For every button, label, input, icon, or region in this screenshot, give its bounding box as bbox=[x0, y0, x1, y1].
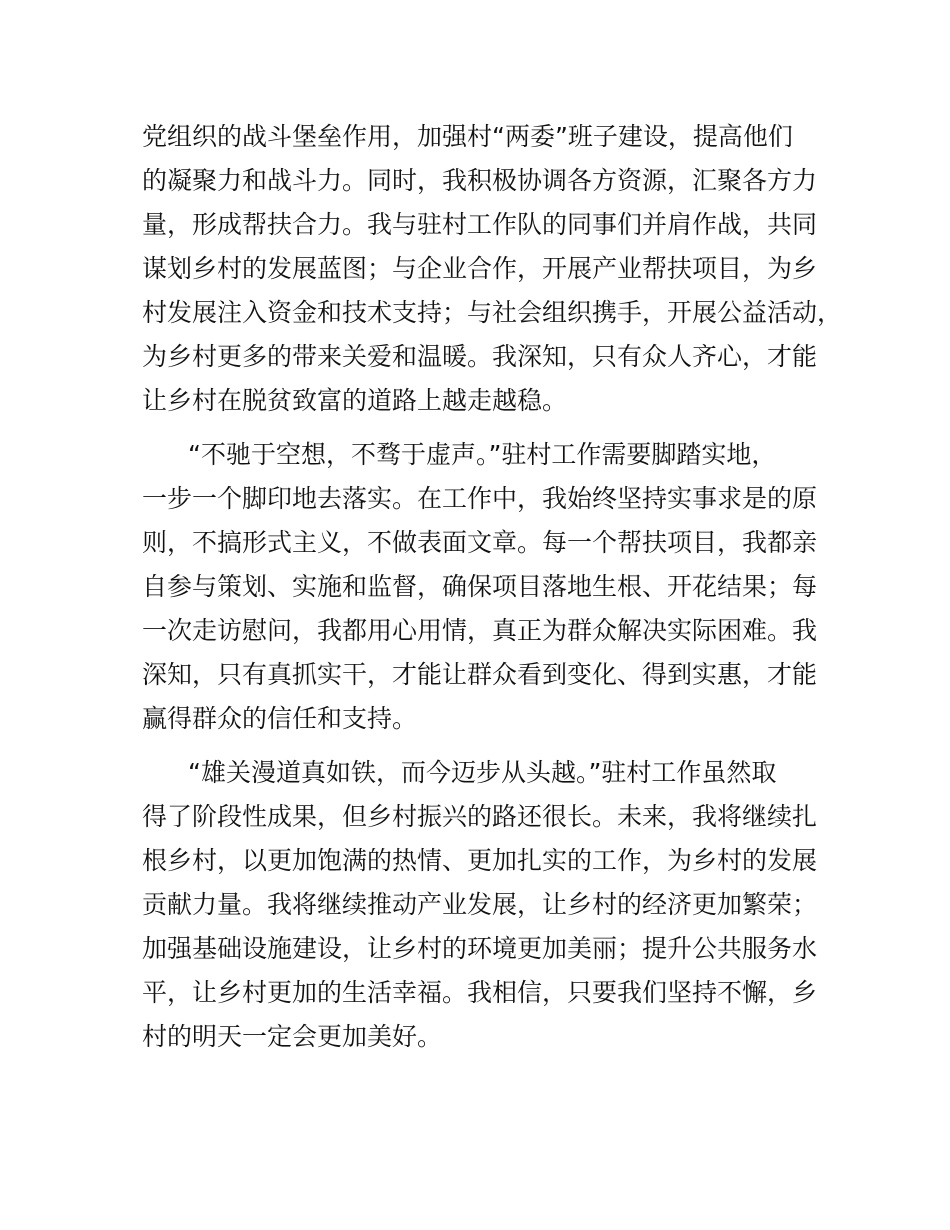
paragraph-line: “不驰于空想，不骛于虚声。”驻村工作需要脚踏实地， bbox=[188, 440, 777, 469]
paragraph-line: 让乡村在脱贫致富的道路上越走越稳。 bbox=[142, 386, 568, 415]
paragraph-1 bbox=[142, 115, 842, 423]
paragraph-line: 赢得群众的信任和支持。 bbox=[142, 704, 418, 733]
paragraph-line: 的凝聚力和战斗力。同时，我积极协调各方资源，汇聚各方力 bbox=[142, 166, 818, 195]
paragraph-line: 自参与策划、实施和监督，确保项目落地生根、开花结果；每 bbox=[142, 572, 818, 601]
paragraph-line: 为乡村更多的带来关爱和温暖。我深知，只有众人齐心，才能 bbox=[142, 342, 818, 371]
paragraph-line: “雄关漫道真如铁，而今迈步从头越。”驻村工作虽然取 bbox=[188, 758, 777, 787]
paragraph-line: 量，形成帮扶合力。我与驻村工作队的同事们并肩作战，共同 bbox=[142, 210, 818, 239]
paragraph-line: 则，不搞形式主义，不做表面文章。每一个帮扶项目，我都亲 bbox=[142, 528, 818, 557]
paragraph-line: 一步一个脚印地去落实。在工作中，我始终坚持实事求是的原 bbox=[142, 484, 818, 513]
paragraph-line: 村发展注入资金和技术支持；与社会组织携手，开展公益活动， bbox=[142, 298, 843, 327]
paragraph-3 bbox=[142, 751, 842, 1059]
document-body bbox=[142, 115, 842, 1069]
paragraph-line: 村的明天一定会更加美好。 bbox=[142, 1022, 443, 1051]
paragraph-line: 根乡村，以更加饱满的热情、更加扎实的工作，为乡村的发展 bbox=[142, 846, 818, 875]
paragraph-line: 得了阶段性成果，但乡村振兴的路还很长。未来，我将继续扎 bbox=[142, 802, 818, 831]
paragraph-line: 贡献力量。我将继续推动产业发展，让乡村的经济更加繁荣； bbox=[142, 890, 818, 919]
paragraph-line: 加强基础设施建设，让乡村的环境更加美丽；提升公共服务水 bbox=[142, 934, 818, 963]
paragraph-line: 谋划乡村的发展蓝图；与企业合作，开展产业帮扶项目，为乡 bbox=[142, 254, 818, 283]
paragraph-line: 深知，只有真抓实干，才能让群众看到变化、得到实惠，才能 bbox=[142, 660, 818, 689]
paragraph-2 bbox=[142, 433, 842, 741]
paragraph-line: 党组织的战斗堡垒作用，加强村“两委”班子建设，提高他们 bbox=[142, 122, 793, 151]
paragraph-line: 一次走访慰问，我都用心用情，真正为群众解决实际困难。我 bbox=[142, 616, 818, 645]
paragraph-line: 平，让乡村更加的生活幸福。我相信，只要我们坚持不懈，乡 bbox=[142, 978, 818, 1007]
